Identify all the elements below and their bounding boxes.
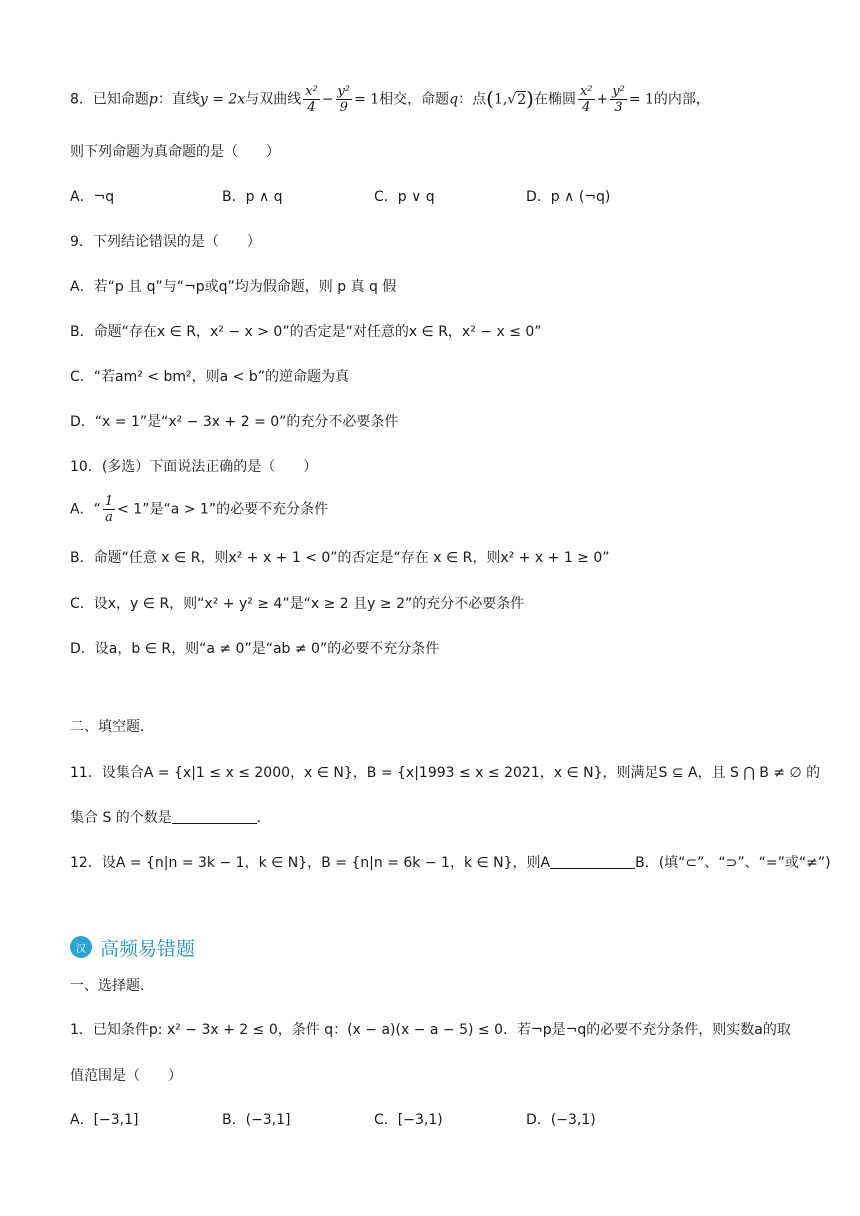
q8-options (70, 187, 678, 207)
q10-option-d: D．设a，b ∈ R，则“a ≠ 0”是“ab ≠ 0”的必要不充分条件 (70, 641, 440, 657)
q8-frac1-num: x² (305, 84, 318, 99)
q8-point-a: 1, (493, 91, 508, 108)
q8-frac4-num: y² (612, 84, 625, 99)
q8-minus: − (321, 91, 334, 108)
q11-text: 集合 S 的个数是 (70, 810, 172, 826)
section-title: 高频易错题 (100, 937, 196, 960)
q8-line2: 则下列命题为真命题的是（ ） (70, 144, 280, 160)
choice-section-heading: 一、选择题． (70, 978, 154, 994)
q12-line (70, 853, 831, 873)
p1-line1: 1．已知条件p: x² − 3x + 2 ≤ 0，条件 q：(x − a)(x − a − 5) ≤ 0．若¬p是¬q的必要不充分条件，则实数a的取 (70, 1022, 791, 1038)
q10-option-a (70, 494, 328, 525)
q8-frac2-num: y² (337, 84, 351, 99)
q10-a-frac (103, 494, 115, 525)
q8-frac1-den: 4 (307, 100, 316, 115)
fill-section-heading: 二、填空题． (70, 719, 154, 735)
q10-option-b: B．命题“任意 x ∈ R，则x² + x + 1 < 0”的否定是“存在 x ∈ R，则x² + x + 1 ≥ 0” (70, 550, 610, 566)
q8-frac4-den: 3 (614, 100, 623, 115)
q8-paren-close: ) (526, 86, 534, 111)
q8-frac4 (610, 84, 627, 115)
q8-text-line: ：直线 (157, 91, 200, 108)
p1-option-c: C．[−3,1) (374, 1112, 443, 1128)
p1-line2: 值范围是（ ） (70, 1068, 182, 1084)
q8-option-a: A．¬q (70, 189, 115, 205)
q8-frac1 (303, 84, 320, 115)
q11-period: ． (256, 810, 271, 826)
q8-frac3-num: x² (579, 84, 593, 99)
q8-text-intersect: 相交，命题 (379, 91, 450, 108)
q10-a-frac-den: a (105, 510, 113, 525)
q8-number: 8．已知命题 (70, 91, 149, 108)
q8-option-d: D．p ∧ (¬q) (526, 189, 611, 205)
q11-answer-blank[interactable] (172, 809, 257, 824)
q8-eq1: = 1 (354, 91, 380, 108)
q9-option-a: A．若“p 且 q”与“¬p或q”均为假命题，则 p 真 q 假 (70, 279, 397, 295)
q8-frac3-den: 4 (582, 100, 591, 115)
q8-paren-open: ( (486, 86, 494, 111)
q8-text-hyperbola: 与双曲线 (245, 91, 302, 108)
section-heading (70, 933, 195, 961)
q10-stem: 10．(多选）下面说法正确的是（ ） (70, 459, 318, 475)
q8-p-label: p (148, 91, 158, 108)
q8-option-c: C．p ∨ q (374, 189, 435, 205)
q8-sqrt: 2 (517, 91, 527, 108)
q8-frac2-den: 9 (339, 100, 348, 115)
q8-option-b: B．p ∧ q (222, 189, 283, 205)
p1-options (70, 1110, 678, 1130)
q8-q-label: q (449, 91, 459, 108)
q8-eq2: = 1 (628, 91, 654, 108)
q10-a-suffix: < 1”是“a > 1”的必要不充分条件 (117, 501, 329, 518)
q8-text-inside: 的内部， (653, 91, 710, 108)
section-badge-icon: 汉 (70, 936, 92, 958)
q12-answer-blank[interactable] (550, 854, 635, 869)
q11-line2 (70, 808, 271, 828)
q9-option-c: C．“若am² < bm²，则a < b”的逆命题为真 (70, 369, 349, 385)
q12-text-pre: 12．设A = {n|n = 3k − 1，k ∈ N}，B = {n|n = 6k − 1，k ∈ N}，则A (70, 855, 551, 871)
q8-text-ellipse: 在椭圆 (533, 91, 576, 108)
q8-frac3 (578, 84, 595, 115)
q10-a-frac-num: 1 (104, 494, 114, 509)
q9-option-d: D．“x = 1”是“x² − 3x + 2 = 0”的充分不必要条件 (70, 414, 399, 430)
q8-line-eq: y = 2x (199, 91, 246, 108)
q8-plus: + (596, 91, 609, 108)
q12-text-post: B．(填“⊂”、“⊃”、“=”或“≠”) (635, 855, 831, 871)
q8-text-point: ：点 (458, 91, 487, 108)
q10-option-c: C．设x，y ∈ R，则“x² + y² ≥ 4”是“x ≥ 2 且y ≥ 2”的充分不必要条件 (70, 596, 525, 612)
q9-option-b: B．命题“存在x ∈ R，x² − x > 0”的否定是“对任意的x ∈ R，x² − x ≤ 0” (70, 324, 542, 340)
q11-line1: 11．设集合A = {x|1 ≤ x ≤ 2000，x ∈ N}，B = {x|1993 ≤ x ≤ 2021，x ∈ N}，则满足S ⊆ A，且 S ⋂ B ≠ ∅ 的 (70, 765, 821, 781)
p1-option-a: A．[−3,1] (70, 1112, 139, 1128)
q8-frac2 (336, 84, 353, 115)
p1-option-b: B．(−3,1] (222, 1112, 291, 1128)
q8-line1: 8．已知命题p：直线y = 2x与双曲线 $\frac{\text{x²}}{4}$ − $\frac{\text{y²}}{9}$ = 1相交，命题q：点(1,√2)在椭圆 $\frac{\text{x²}}{4}$ + $\frac{\text{y²}}{3}$ = 1的内部， (70, 84, 710, 115)
q10-a-prefix: A．“ (70, 501, 101, 518)
p1-option-d: D．(−3,1) (526, 1112, 596, 1128)
q9-stem: 9．下列结论错误的是（ ） (70, 234, 261, 250)
